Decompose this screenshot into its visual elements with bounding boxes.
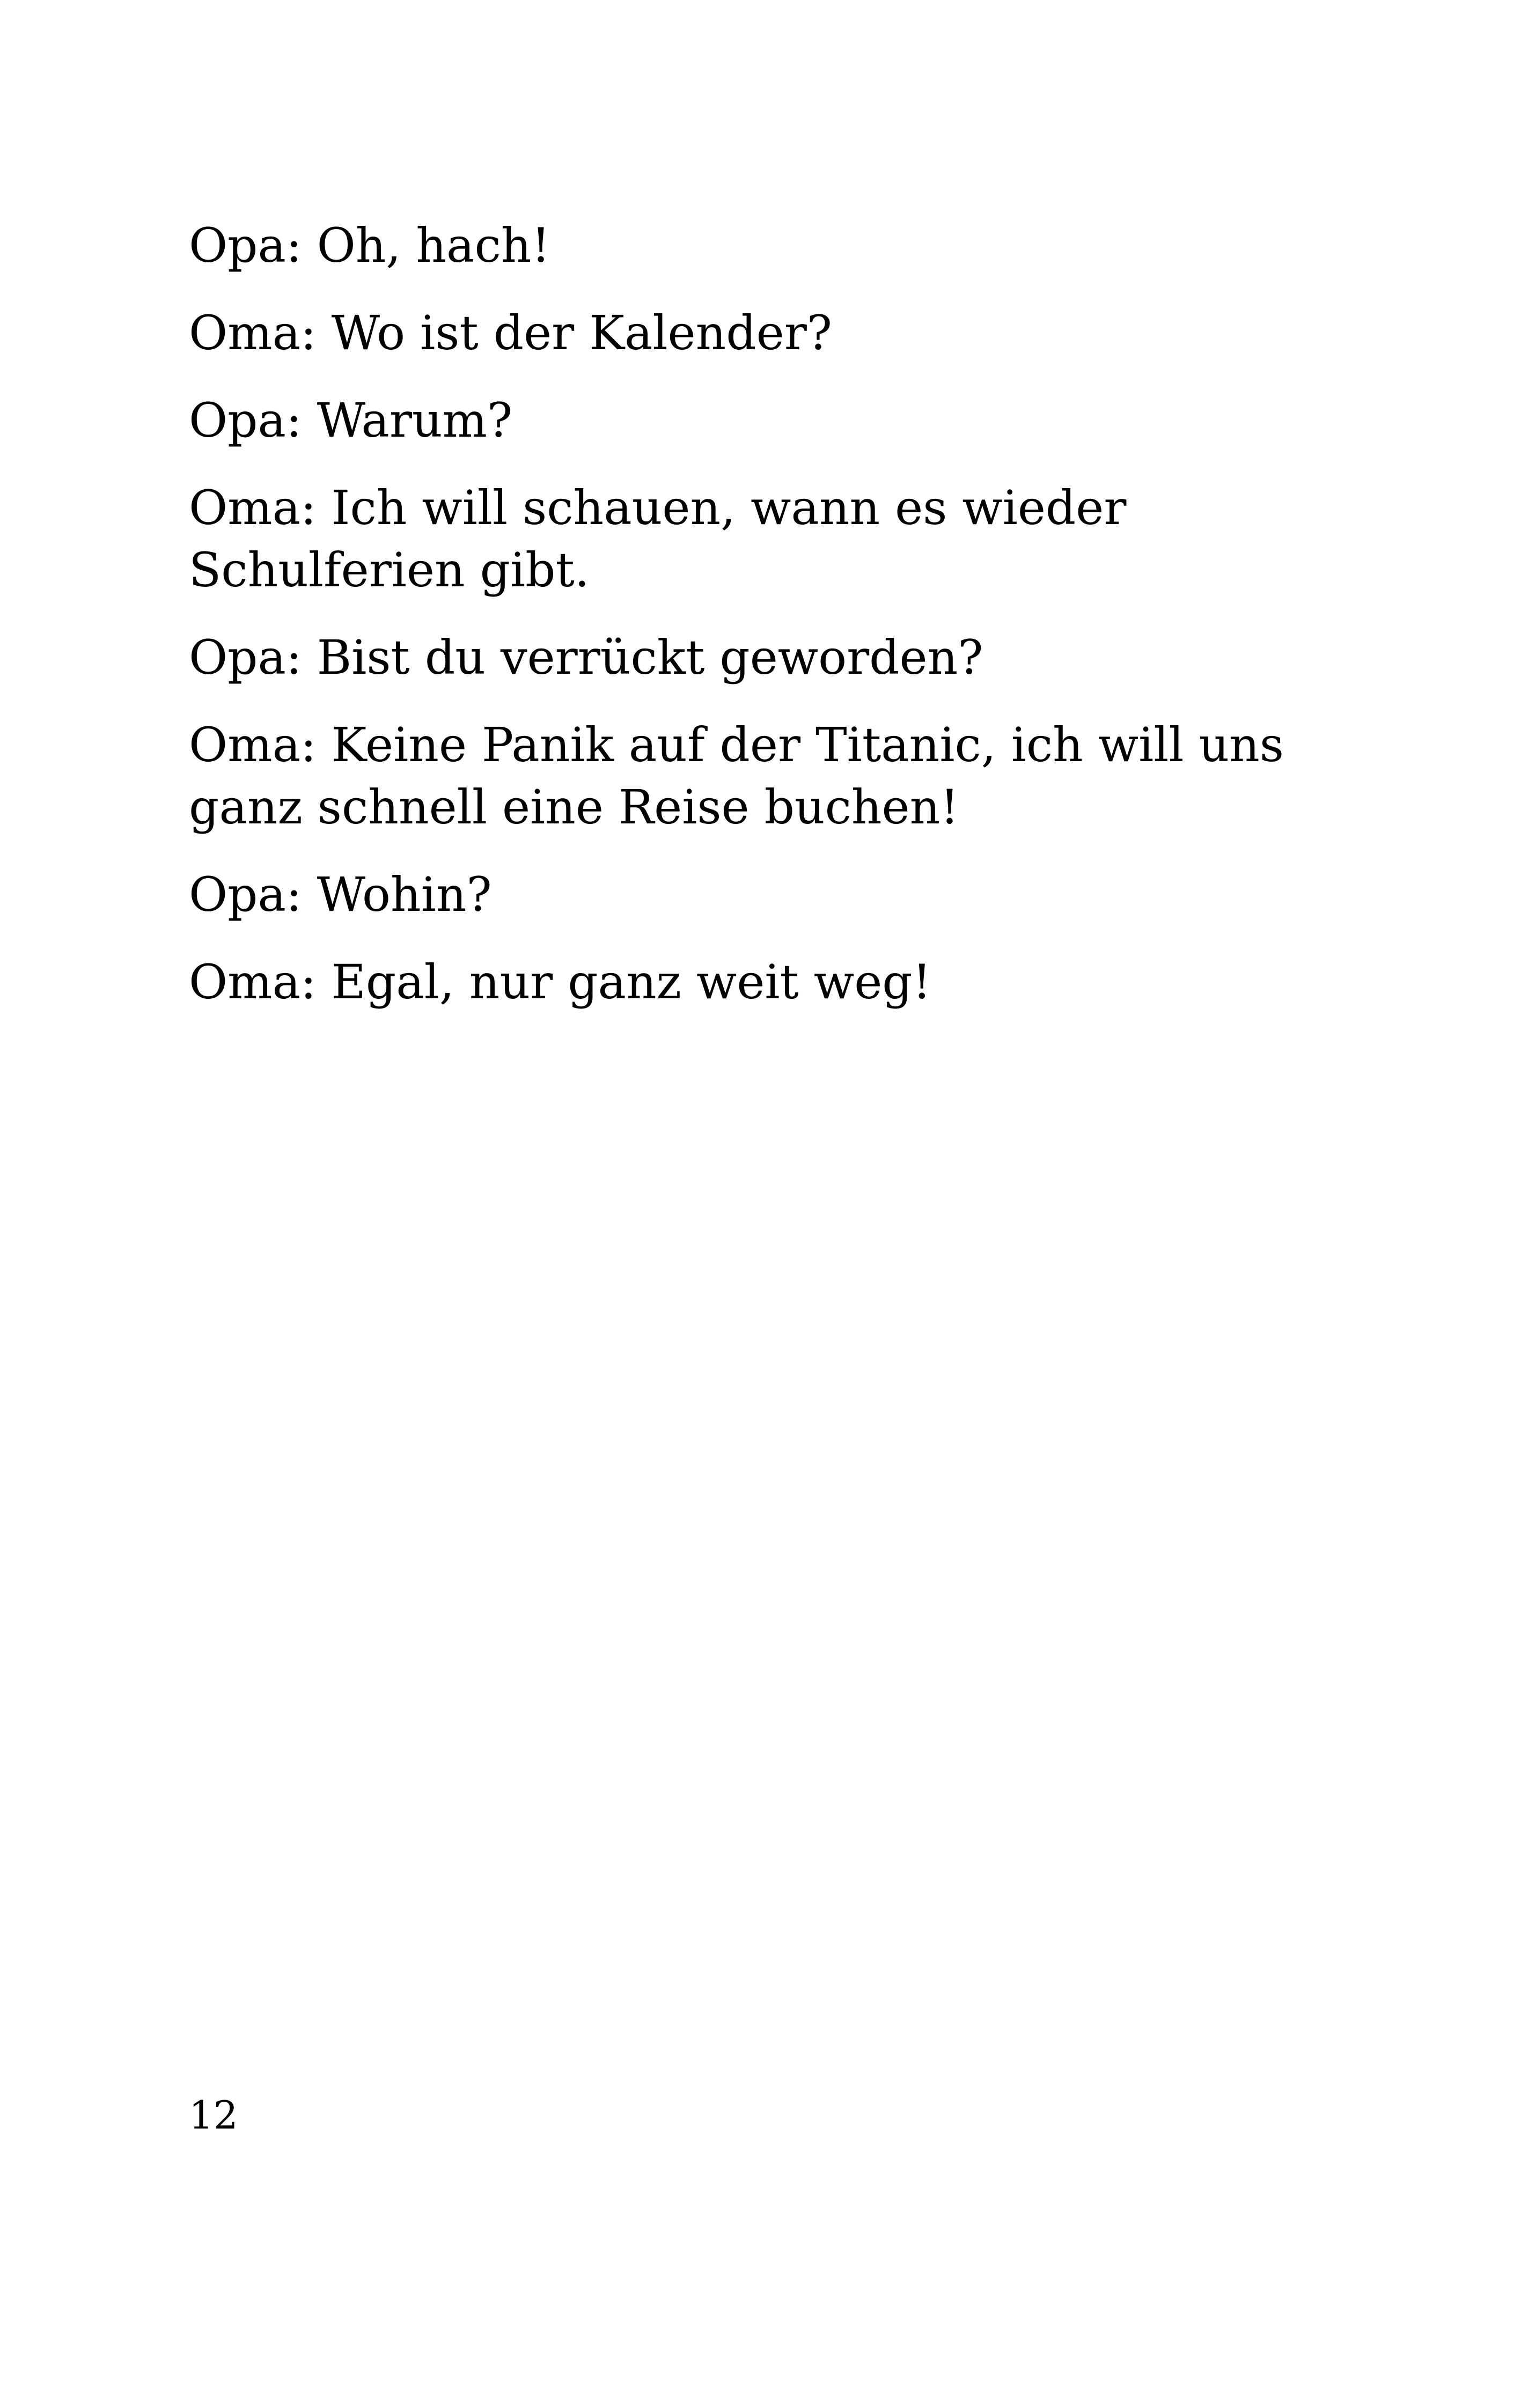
dialogue-line: Opa: Wohin?	[189, 867, 492, 922]
dialogue-text	[189, 215, 1337, 1039]
dialogue-line: Opa: Bist du verrückt geworden?	[189, 630, 983, 685]
dialogue-line: Oma: Keine Panik auf der Titanic, ich will uns ganz schnell eine Reise buchen!	[189, 717, 1284, 835]
dialogue-line: Opa: Warum?	[189, 393, 513, 448]
page-number: 12	[189, 2093, 238, 2138]
dialogue-line: Oma: Ich will schauen, wann es wieder Schulferien gibt.	[189, 480, 1127, 598]
dialogue-line: Opa: Oh, hach!	[189, 218, 550, 273]
dialogue-line: Oma: Wo ist der Kalender?	[189, 305, 832, 360]
dialogue-line: Oma: Egal, nur ganz weit weg!	[189, 954, 931, 1010]
